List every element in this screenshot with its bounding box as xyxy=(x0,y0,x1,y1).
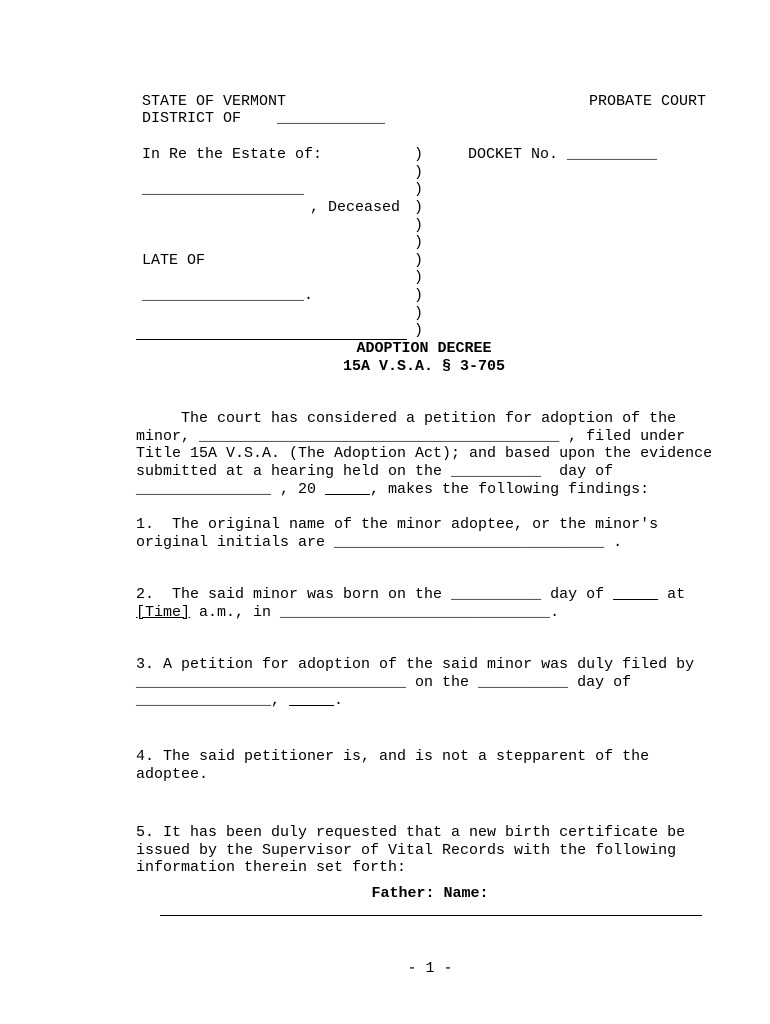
finding-5-line-1: 5. It has been duly requested that a new birth certificate be xyxy=(136,824,686,841)
time-field: [Time] xyxy=(136,604,191,621)
finding-2-line-1 xyxy=(136,586,685,603)
petition-year-blank xyxy=(289,692,334,709)
intro-line-2: minor, ________________________________________ , filed under xyxy=(136,428,686,445)
finding-1-line-2: original initials are ______________________________ . xyxy=(136,534,623,551)
finding-5-line-2: issued by the Supervisor of Vital Records with the following xyxy=(136,842,677,859)
caption-paren: ) xyxy=(414,164,424,181)
caption-paren: ) xyxy=(414,146,424,163)
year-blank xyxy=(325,481,370,498)
intro-line-3: Title 15A V.S.A. (The Adoption Act); and based upon the evidence xyxy=(136,445,713,462)
intro-date-blank: _______________ , 20 xyxy=(136,481,326,498)
finding-5-line-3: information therein set forth: xyxy=(136,859,407,876)
decedent-name-blank: __________________ xyxy=(142,181,305,198)
court-heading: PROBATE COURT xyxy=(589,93,707,110)
caption-paren: ) xyxy=(414,287,424,304)
caption-paren: ) xyxy=(414,181,424,198)
district-line: DISTRICT OF ____________ xyxy=(142,110,386,127)
finding-3-line-2: ______________________________ on the __________ day of xyxy=(136,674,632,691)
decree-title: ADOPTION DECREE xyxy=(356,340,492,357)
caption-paren: ) xyxy=(414,234,424,251)
finding-1-line-1: 1. The original name of the minor adoptee, or the minor's xyxy=(136,516,659,533)
caption-paren: ) xyxy=(414,252,424,269)
finding-3-period: . xyxy=(334,692,344,709)
intro-line-5 xyxy=(136,481,649,498)
intro-line-4: submitted at a hearing held on the __________ day of xyxy=(136,463,614,480)
father-name-line xyxy=(160,915,702,916)
estate-line: In Re the Estate of: xyxy=(142,146,323,163)
finding-2-birth-text: 2. The said minor was born on the __________ day of xyxy=(136,586,614,603)
birthplace-text: a.m., in ______________________________. xyxy=(190,604,560,621)
late-of-label: LATE OF xyxy=(142,252,206,269)
intro-line-5-end: , makes the following findings: xyxy=(370,481,650,498)
caption-paren: ) xyxy=(414,269,424,286)
deceased-label: , Deceased xyxy=(310,199,401,216)
caption-paren: ) xyxy=(414,322,424,339)
late-of-place-blank: __________________. xyxy=(142,287,314,304)
petition-date-blank: _______________, xyxy=(136,692,290,709)
statute-citation: 15A V.S.A. § 3-705 xyxy=(342,358,506,375)
finding-4-line-1: 4. The said petitioner is, and is not a stepparent of the xyxy=(136,748,650,765)
birth-month-blank xyxy=(613,586,658,603)
finding-2-line-2 xyxy=(136,604,559,621)
caption-paren: ) xyxy=(414,305,424,322)
finding-3-line-1: 3. A petition for adoption of the said minor was duly filed by xyxy=(136,656,695,673)
docket-number-line: DOCKET No. __________ xyxy=(468,146,658,163)
state-heading: STATE OF VERMONT xyxy=(142,93,287,110)
page-number: - 1 - xyxy=(407,960,453,977)
finding-2-at: at xyxy=(658,586,686,603)
caption-paren: ) xyxy=(414,217,424,234)
intro-line-1: The court has considered a petition for adoption of the xyxy=(136,410,677,427)
father-name-label: Father: Name: xyxy=(371,885,489,902)
finding-3-line-3 xyxy=(136,692,343,709)
finding-4-line-2: adoptee. xyxy=(136,766,209,783)
caption-paren: ) xyxy=(414,199,424,216)
